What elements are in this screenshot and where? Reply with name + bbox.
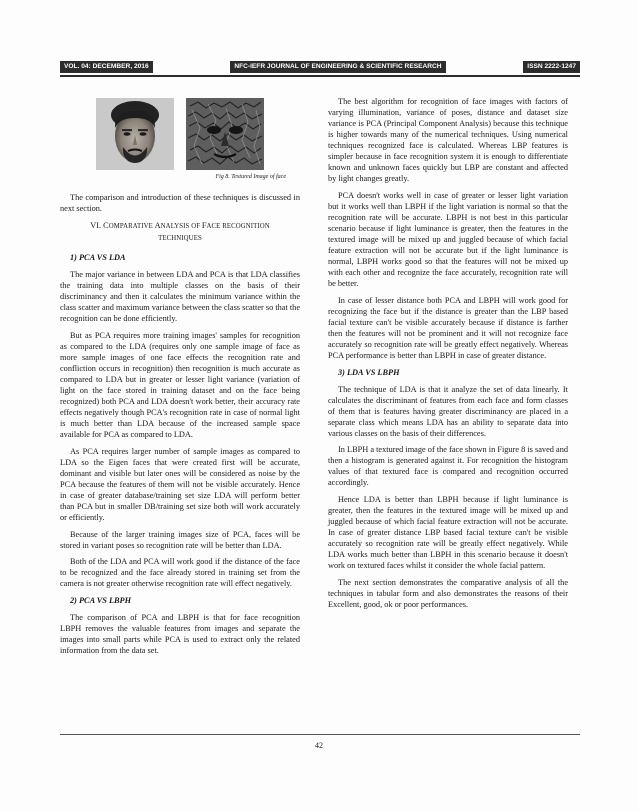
paragraph: PCA doesn't works well in case of greater or lesser light variation but it works well than LBPH if the light variation is normal so that the recognition rate will be accurate. LBPH is not best in this particular scenario because if light luminance is greater, then the features in the textured image will be mixed up and juggled because of which facial feature extraction will not be accurate but if the light luminance is normal, LBPH works good so that the features will not be mixed up with each other and recognize the face accurately, recognition rate will be better. — [328, 190, 568, 289]
paragraph: The technique of LDA is that it analyze the set of data linearly. It calculates the discriminant of features from each face and form classes of them that is features having greater discriminancy are placed in a separate class which means LDA has an ability to separate data into various classes on the basis of their differences. — [328, 384, 568, 438]
left-column — [60, 96, 300, 662]
header-rule — [60, 75, 580, 77]
face-photo-image — [96, 98, 174, 170]
figure-caption: Fig 8. Textured Image of face — [215, 174, 286, 180]
paragraph: In LBPH a textured image of the face shown in Figure 8 is saved and then a histogram is generated against it. For recognition the histogram values of that textured face is compared and recognition occurred accordingly. — [328, 445, 568, 488]
page-number: 42 — [315, 741, 323, 750]
paragraph: The major variance in between LDA and PCA is that LDA classifies the training data into multiple classes on the basis of their discriminancy and then it calculates the minimum variance within the class scatter and maximum variance between the class scatter so that the recognition can be done efficiently. — [60, 270, 300, 324]
paragraph: Both of the LDA and PCA will work good if the distance of the face to be recognized and the face already stored in training set from the camera is not greater otherwise recognition rate will effect negatively. — [60, 557, 300, 589]
paragraph: The best algorithm for recognition of face images with factors of varying illumination, variance of poses, distance and dataset size variance is PCA (Principal Component Analysis) because this technique is higher towards many of the numerical techniques. Using numerical techniques recognized face is calculated. Whereas LBP features is simpler because in face recognition system it is enough to differentiate known and unknown faces quickly but LBP are constant and affected by light changes greatly. — [328, 97, 568, 184]
paragraph: Hence LDA is better than LBPH because if light luminance is greater, then the features in the textured image will be mixed up and juggled because of which facial feature extraction will not be accurate. In case of greater distance LBP based facial texture can't be visible accurately so recognition rate will be greatly effect negatively. While LDA works much better than LBPH in this scenario because it doesn't work on textured faces whilst it consider the whole facial pattern. — [328, 495, 568, 571]
volume-label: VOL. 04: DECEMBER, 2016 — [60, 61, 153, 73]
right-column — [328, 96, 568, 615]
paragraph: But as PCA requires more training images' samples for recognition as compared to the LDA (requires only one sample image of face as more sample images of one face effects the recognition rate and confliction occurs in recognition) then recognition is much accurate as compared to LDA but in greater or lesser light variance (variation of light on the face stored in training dataset and on the face being recognized) both PCA and LDA doesn't work better, their accuracy rate effects negatively though PCA's recognition rate in case of normal light is much better than LDA because of the increased sample space available for PCA as compared to LDA. — [60, 330, 300, 440]
paragraph: In case of lesser distance both PCA and LBPH will work good for recognizing the face but if the distance is greater than the LBP based facial texture can't be visible accurately because if distance is farther then the features will not be prominent and it will not recognize face accurately so recognition rate will be greatly effect negatively. Whereas PCA performance is better than LBPH in case of greater distance. — [328, 295, 568, 361]
subsection-heading: 1) PCA VS LDA — [70, 253, 126, 263]
issn-label: ISSN 2222-1247 — [523, 61, 580, 73]
subsection-heading: 3) LDA VS LBPH — [338, 367, 400, 377]
subsection-heading: 2) PCA VS LBPH — [70, 595, 132, 605]
paragraph: The next section demonstrates the comparative analysis of all the techniques in tabular form and also demonstrates the reasons of their Excellent, good, ok or poor performances. — [328, 577, 568, 609]
section-heading: VI. COMPARATIVE ANALYSIS OF FACE RECOGNITION TECHNIQUES — [90, 221, 270, 243]
running-header — [60, 61, 580, 73]
paragraph: The comparison and introduction of these techniques is discussed in next section. — [60, 193, 300, 214]
paragraph: As PCA requires larger number of sample images as compared to LDA so the Eigen faces that were created first will be accurate, dominant and visible but later ones will be considered as noise by the PCA because the features of them will not be visible accurately. Hence in case of greater database/training set size LDA will perform better than PCA but in smaller DB/training set size both will work accurately or efficiently. — [60, 446, 300, 523]
textured-face-image — [186, 98, 264, 170]
paragraph: The comparison of PCA and LBPH is that for face recognition LBPH removes the valuable features from images and separate the images into small parts while PCA is used to extract only the related information from the data set. — [60, 612, 300, 655]
journal-title: NFC-IEFR JOURNAL OF ENGINEERING & SCIENTIFIC RESEARCH — [230, 61, 445, 73]
footer-rule — [60, 734, 580, 735]
paragraph: Because of the larger training images size of PCA, faces will be stored in variant poses so recognition rate will be better than LDA. — [60, 529, 300, 550]
figure-8 — [60, 98, 300, 170]
